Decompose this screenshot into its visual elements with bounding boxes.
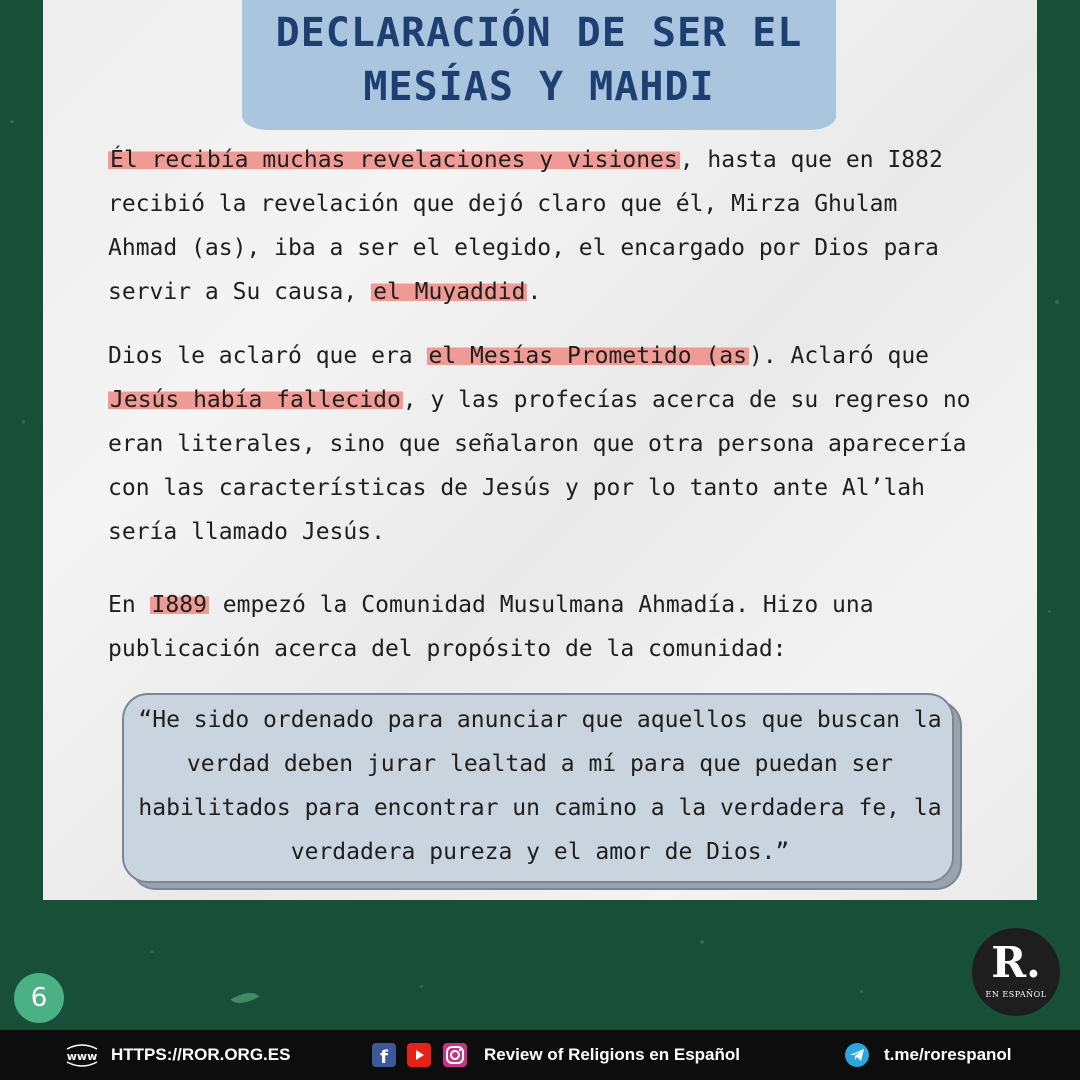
- facebook-icon[interactable]: [372, 1043, 396, 1067]
- title-line-2: MESÍAS Y MAHDI: [363, 64, 715, 110]
- paragraph-1-text-a: , hasta que en I882 recibió la revelación que dejó claro que él, Mirza Ghulam Ahmad (as), iba a ser el elegido, el encargado por Dios para servir a Su causa,: [108, 147, 943, 305]
- bg-speck: [10, 120, 14, 123]
- paragraph-2-text-b: ). Aclaró que: [749, 343, 930, 369]
- page-number-badge: 6: [14, 973, 64, 1023]
- paragraph-3-text-b: empezó la Comunidad Musulmana Ahmadía. Hizo una publicación acerca del propósito de la comunidad:: [108, 592, 874, 662]
- logo-letter: R.: [991, 938, 1041, 987]
- instagram-icon[interactable]: [443, 1043, 467, 1067]
- paragraph-2: [108, 334, 978, 554]
- title-line-1: DECLARACIÓN DE SER EL: [275, 10, 803, 56]
- bg-speck: [700, 940, 704, 944]
- svg-text:www: www: [66, 1050, 98, 1063]
- highlight-muyaddid: el Muyaddid: [373, 279, 526, 305]
- footer-telegram-link[interactable]: t.me/rorespanol: [884, 1045, 1012, 1064]
- bg-speck: [22, 420, 25, 424]
- footer-website-link[interactable]: HTTPS://ROR.ORG.ES: [111, 1045, 291, 1064]
- highlight-revelaciones: Él recibía muchas revelaciones y visiones: [110, 147, 678, 173]
- paragraph-3-text-a: En: [108, 592, 150, 618]
- paragraph-1-text-b: .: [527, 279, 542, 305]
- logo-subtitle: EN ESPAÑOL: [985, 990, 1047, 999]
- paragraph-3: [108, 583, 978, 671]
- highlight-year-1889: I889: [151, 592, 207, 618]
- footer-brand-name: Review of Religions en Español: [484, 1045, 740, 1064]
- highlight-mesias-prometido: el Mesías Prometido (as: [428, 343, 747, 369]
- bg-speck: [860, 990, 863, 993]
- page-title: [242, 6, 836, 114]
- highlight-jesus-fallecido: Jesús había fallecido: [110, 387, 401, 413]
- paragraph-2-text-a: Dios le aclaró que era: [108, 343, 427, 369]
- youtube-icon[interactable]: [407, 1043, 431, 1067]
- bg-speck: [1055, 300, 1059, 304]
- telegram-icon[interactable]: [845, 1043, 869, 1067]
- footer-bar: [0, 1030, 1080, 1080]
- leaf-decoration: [231, 986, 260, 1009]
- globe-icon[interactable]: [64, 1043, 100, 1067]
- paragraph-1: [108, 138, 978, 314]
- svg-text:f: f: [380, 1047, 388, 1067]
- quote-text: “He sido ordenado para anunciar que aquellos que buscan la verdad deben jurar lealtad a mí para que puedan ser habilitados para encontrar un camino a la verdadera fe, la verdadera pureza y el amor de Dios.”: [138, 707, 942, 865]
- bg-speck: [150, 950, 154, 953]
- ror-logo: [972, 928, 1060, 1016]
- paragraph-2-text-c: , y las profecías acerca de su regreso no eran literales, sino que señalaron que otra persona aparecería con las características de Jesús y por lo tanto ante Al’lah sería llamado Jesús.: [108, 387, 971, 545]
- bg-speck: [420, 985, 423, 988]
- bg-speck: [1048, 610, 1051, 613]
